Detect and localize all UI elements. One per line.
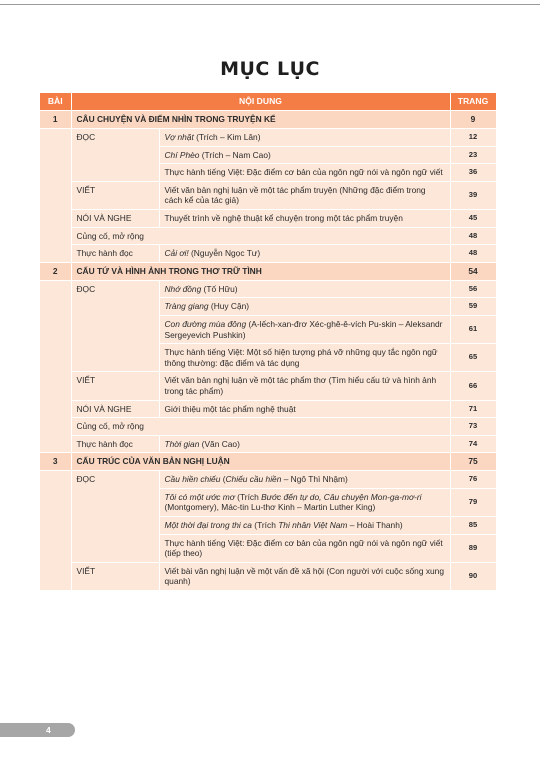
table-row: Con đường mùa đông (A-lếch-xan-đrơ Xéc-ghê-ê-vích Pu-skin – Aleksandr Sergeyevich Pushkin) 61 [40, 315, 496, 343]
table-row: Tôi có một ước mơ (Trích Bước đến tự do, Câu chuyện Mon-ga-mơ-ri (Montgomery), Mác-tin Lu-thơ Kinh – Martin Luther King) 79 [40, 488, 496, 516]
table-row: Thực hành tiếng Việt: Đặc điểm cơ bản của ngôn ngữ nói và ngôn ngữ viết (tiếp theo) 89 [40, 534, 496, 562]
table-row: Thực hành đọc Thời gian (Văn Cao) 74 [40, 435, 496, 453]
top-rule [0, 4, 540, 5]
page-number: 4 [46, 725, 51, 735]
section-row: 2 CẤU TỨ VÀ HÌNH ẢNH TRONG THƠ TRỮ TÌNH 54 [40, 262, 496, 280]
table-row: VIẾT Viết bài văn nghị luận về một vấn đề xã hội (Con người với cuộc sống xung quanh) 90 [40, 562, 496, 590]
table-row: ĐỌC Cầu hiền chiếu (Chiếu cầu hiền – Ngô Thì Nhậm) 76 [40, 471, 496, 489]
header-bai: BÀI [40, 93, 71, 111]
section-row: 3 CẤU TRÚC CỦA VĂN BẢN NGHỊ LUẬN 75 [40, 453, 496, 471]
table-row: ĐỌC Vợ nhặt (Trích – Kim Lân) 12 [40, 129, 496, 147]
table-row: Củng cố, mở rộng 73 [40, 418, 496, 436]
page-title: MỤC LỤC [220, 58, 320, 80]
section-row: 1 CÂU CHUYỆN VÀ ĐIỂM NHÌN TRONG TRUYỆN KỂ 9 [40, 111, 496, 129]
table-row: Chí Phèo (Trích – Nam Cao) 23 [40, 146, 496, 164]
header-trang: TRANG [450, 93, 496, 111]
table-row: NÓI VÀ NGHE Giới thiệu một tác phẩm nghệ thuật 71 [40, 400, 496, 418]
table-row: Thực hành tiếng Việt: Một số hiện tượng phá vỡ những quy tắc ngôn ngữ thông thường: đặc điểm và tác dụng 65 [40, 344, 496, 372]
table-row: Thực hành đọc Cải ơi! (Nguyễn Ngọc Tư) 48 [40, 245, 496, 263]
table-row: Một thời đại trong thi ca (Trích Thi nhân Việt Nam – Hoài Thanh) 85 [40, 517, 496, 535]
table-row: Củng cố, mở rộng 48 [40, 227, 496, 245]
table-row: Tràng giang (Huy Cận) 59 [40, 298, 496, 316]
footer-page-tab [0, 723, 75, 737]
table-row: VIẾT Viết văn bản nghị luận về một tác phẩm thơ (Tìm hiểu cấu tứ và hình ảnh trong tác phẩm) 66 [40, 372, 496, 400]
table-row: VIẾT Viết văn bản nghị luận về một tác phẩm truyện (Những đặc điểm trong cách kể của tác giả) 39 [40, 181, 496, 209]
table-row: Thực hành tiếng Việt: Đặc điểm cơ bản của ngôn ngữ nói và ngôn ngữ viết 36 [40, 164, 496, 182]
table-header [40, 93, 496, 111]
table-row: NÓI VÀ NGHE Thuyết trình về nghệ thuật kể chuyện trong một tác phẩm truyện 45 [40, 209, 496, 227]
table-row: ĐỌC Nhớ đồng (Tố Hữu) 56 [40, 280, 496, 298]
header-noi-dung: NỘI DUNG [71, 93, 450, 111]
toc-table [40, 93, 497, 591]
